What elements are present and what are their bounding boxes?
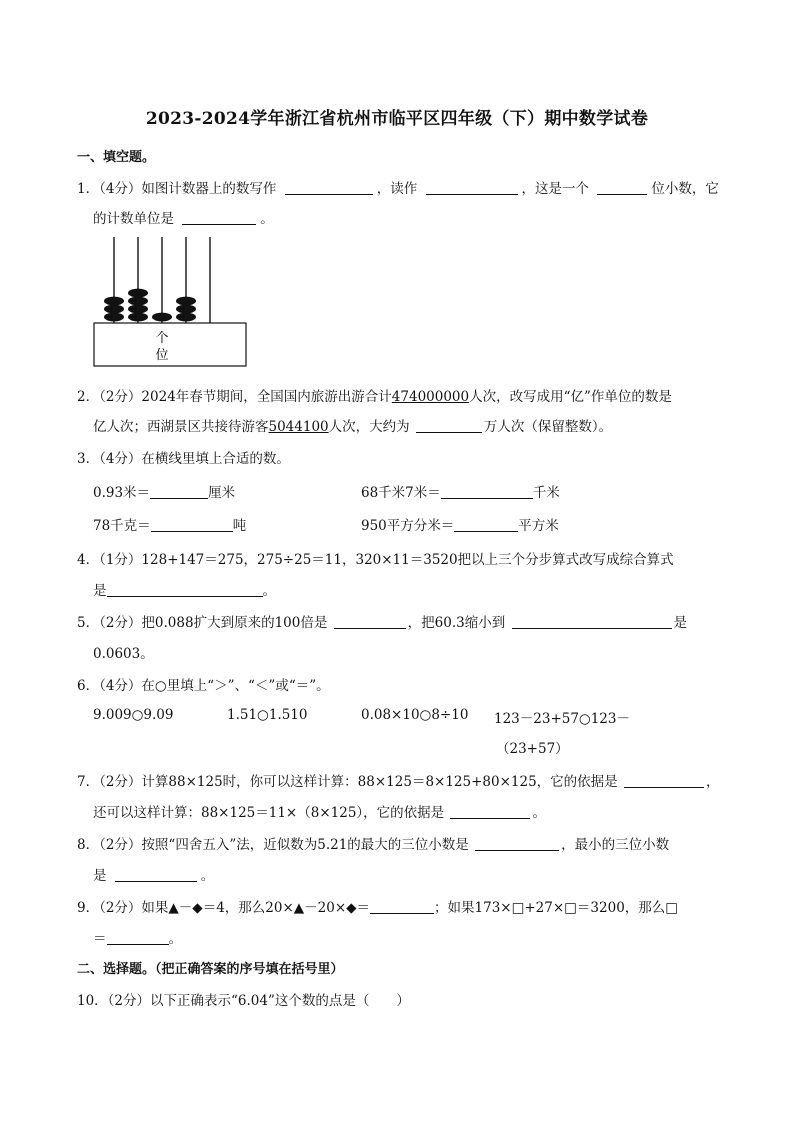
abacus-bead <box>176 313 196 322</box>
question-5-line-2: 0.0603。 <box>93 646 154 662</box>
abacus-bead <box>104 297 124 306</box>
q6-expr-2[interactable]: 1.51○1.510 <box>227 707 308 723</box>
q7-text-c: 还可以这样计算：88×125＝11×（8×125），它的依据是 <box>93 805 445 821</box>
question-4-line-1: 4．（1分）128+147＝275，275÷25＝11，320×11＝3520把以上三个分步算式改写成综合算式 <box>77 552 674 568</box>
question-2-line-2 <box>93 415 612 435</box>
q5-text-c: 是 <box>673 615 687 631</box>
abacus-label-ge: 个 <box>155 331 169 346</box>
q3-blank-1[interactable] <box>150 484 208 499</box>
q6-expr-4[interactable]: 123－23+57○123－ <box>494 711 630 727</box>
abacus-bead <box>128 305 148 314</box>
q3-unit-1: 厘米 <box>208 485 236 501</box>
abacus-label-wei: 位 <box>155 348 169 363</box>
q7-text-b: ， <box>705 774 720 790</box>
q9-blank-1[interactable] <box>370 899 434 914</box>
q3-unit-2: 千米 <box>532 485 560 501</box>
q1-blank-digits[interactable] <box>597 180 647 195</box>
q3-prompt-1: 0.93米＝ <box>93 485 151 501</box>
q1-text-c: ，这是一个 <box>521 181 590 197</box>
question-8-line-1 <box>77 833 669 853</box>
abacus-bead <box>128 289 148 298</box>
q6-expr-3[interactable]: 0.08×10○8÷10 <box>361 707 469 723</box>
q6-expr-4-cont: （23+57） <box>496 741 569 757</box>
question-2-line-1 <box>77 385 672 405</box>
abacus-bead <box>128 313 148 322</box>
page-title: 2023-2024学年浙江省杭州市临平区四年级（下）期中数学试卷 <box>145 109 649 129</box>
q1-text-d: 位小数，它 <box>651 181 719 197</box>
q3-blank-2[interactable] <box>441 484 533 499</box>
q2-text-c: 亿人次；西湖景区共接待游客 <box>93 419 269 435</box>
q7-text-d: 。 <box>532 805 546 821</box>
q1-text-b: ，读作 <box>376 181 418 197</box>
question-9-line-2 <box>93 927 182 947</box>
q9-text-a: 9．（2分）如果▲－◆＝4，那么20×▲－20×◆＝ <box>77 900 371 916</box>
q4-blank-combined[interactable] <box>107 582 263 597</box>
question-10-line: 10．（2分）以下正确表示“6.04”这个数的点是（ ） <box>77 993 410 1009</box>
question-5-line-1 <box>77 611 687 631</box>
q2-text-d: 人次，大约为 <box>328 419 410 435</box>
q7-blank-2[interactable] <box>450 804 530 819</box>
abacus-bead <box>128 297 148 306</box>
section-heading-fill-in: 一、填空题。 <box>77 150 156 165</box>
q8-text-d: 。 <box>200 868 215 884</box>
question-1-line-1 <box>77 177 719 197</box>
q5-blank-1[interactable] <box>334 614 406 629</box>
q2-text-e: 万人次（保留整数）。 <box>483 419 613 435</box>
q1-text-e: 的计数单位是 <box>93 211 174 227</box>
q7-blank-1[interactable] <box>624 773 704 788</box>
question-4-line-2 <box>93 579 276 599</box>
q9-text-c: ＝ <box>93 931 107 947</box>
abacus-base <box>94 323 246 366</box>
q1-blank-written[interactable] <box>285 180 373 195</box>
q8-blank-min[interactable] <box>115 867 197 882</box>
question-6-line: 6．（4分）在○里填上“＞”、“＜”或“＝”。 <box>77 678 330 694</box>
q2-number-visitors: 474000000 <box>391 389 470 405</box>
q9-text-b: ；如果173×□+27×□＝3200，那么□ <box>434 900 679 916</box>
question-7-line-1 <box>77 770 719 790</box>
abacus-bead <box>104 305 124 314</box>
q3-prompt-3: 78千克＝ <box>93 518 151 534</box>
abacus-bead <box>152 313 172 322</box>
q4-text-c: 。 <box>262 583 276 599</box>
q3-unit-4: 平方米 <box>518 518 559 534</box>
q3-prompt-2: 68千米7米＝ <box>361 485 441 501</box>
q3-item-1 <box>93 481 235 501</box>
q3-unit-3: 吨 <box>232 518 247 534</box>
question-7-line-2 <box>93 801 546 821</box>
q3-item-3 <box>93 514 246 534</box>
q5-blank-2[interactable] <box>512 614 672 629</box>
q3-item-2 <box>361 481 560 501</box>
q5-text-b: ，把60.3缩小到 <box>407 615 506 631</box>
q1-blank-unit[interactable] <box>182 210 256 225</box>
question-9-line-1 <box>77 896 678 916</box>
q1-text-a: 1．（4分）如图计数器上的数写作 <box>77 181 277 197</box>
q2-number-westlake: 5044100 <box>268 419 329 435</box>
section-heading-multiple-choice: 二、选择题。（把正确答案的序号填在括号里） <box>77 962 344 977</box>
abacus-figure <box>92 233 252 369</box>
abacus-bead <box>176 305 196 314</box>
q2-text-a: 2．（2分）2024年春节期间，全国国内旅游出游合计 <box>77 389 392 405</box>
abacus-bead <box>104 313 124 322</box>
q1-blank-read[interactable] <box>426 180 518 195</box>
q9-text-d: 。 <box>168 931 182 947</box>
q8-text-a: 8．（2分）按照“四舍五入”法，近似数为5.21的最大的三位小数是 <box>77 837 469 853</box>
q3-prompt-4: 950平方分米＝ <box>361 518 455 534</box>
q8-text-b: ，最小的三位小数 <box>561 837 670 853</box>
q7-text-a: 7．（2分）计算88×125时，你可以这样计算：88×125＝8×125+80×125，它的依据是 <box>77 774 618 790</box>
q4-text-b: 是 <box>93 583 107 599</box>
q2-text-b: 人次，改写成用“亿”作单位的数是 <box>469 389 672 405</box>
q9-blank-2[interactable] <box>107 930 169 945</box>
abacus-bead <box>176 297 196 306</box>
question-8-line-2 <box>93 864 214 884</box>
question-3-line: 3．（4分）在横线里填上合适的数。 <box>77 451 290 467</box>
abacus-beads <box>104 289 196 322</box>
q5-text-a: 5．（2分）把0.088扩大到原来的100倍是 <box>77 615 328 631</box>
q3-item-4 <box>361 514 559 534</box>
question-1-line-2 <box>93 207 274 227</box>
q1-text-f: 。 <box>260 211 274 227</box>
q6-expr-1[interactable]: 9.009○9.09 <box>93 707 174 723</box>
q3-blank-3[interactable] <box>151 517 233 532</box>
q2-blank-approx[interactable] <box>416 418 482 433</box>
q8-text-c: 是 <box>93 868 107 884</box>
q3-blank-4[interactable] <box>454 517 518 532</box>
q8-blank-max[interactable] <box>475 836 559 851</box>
